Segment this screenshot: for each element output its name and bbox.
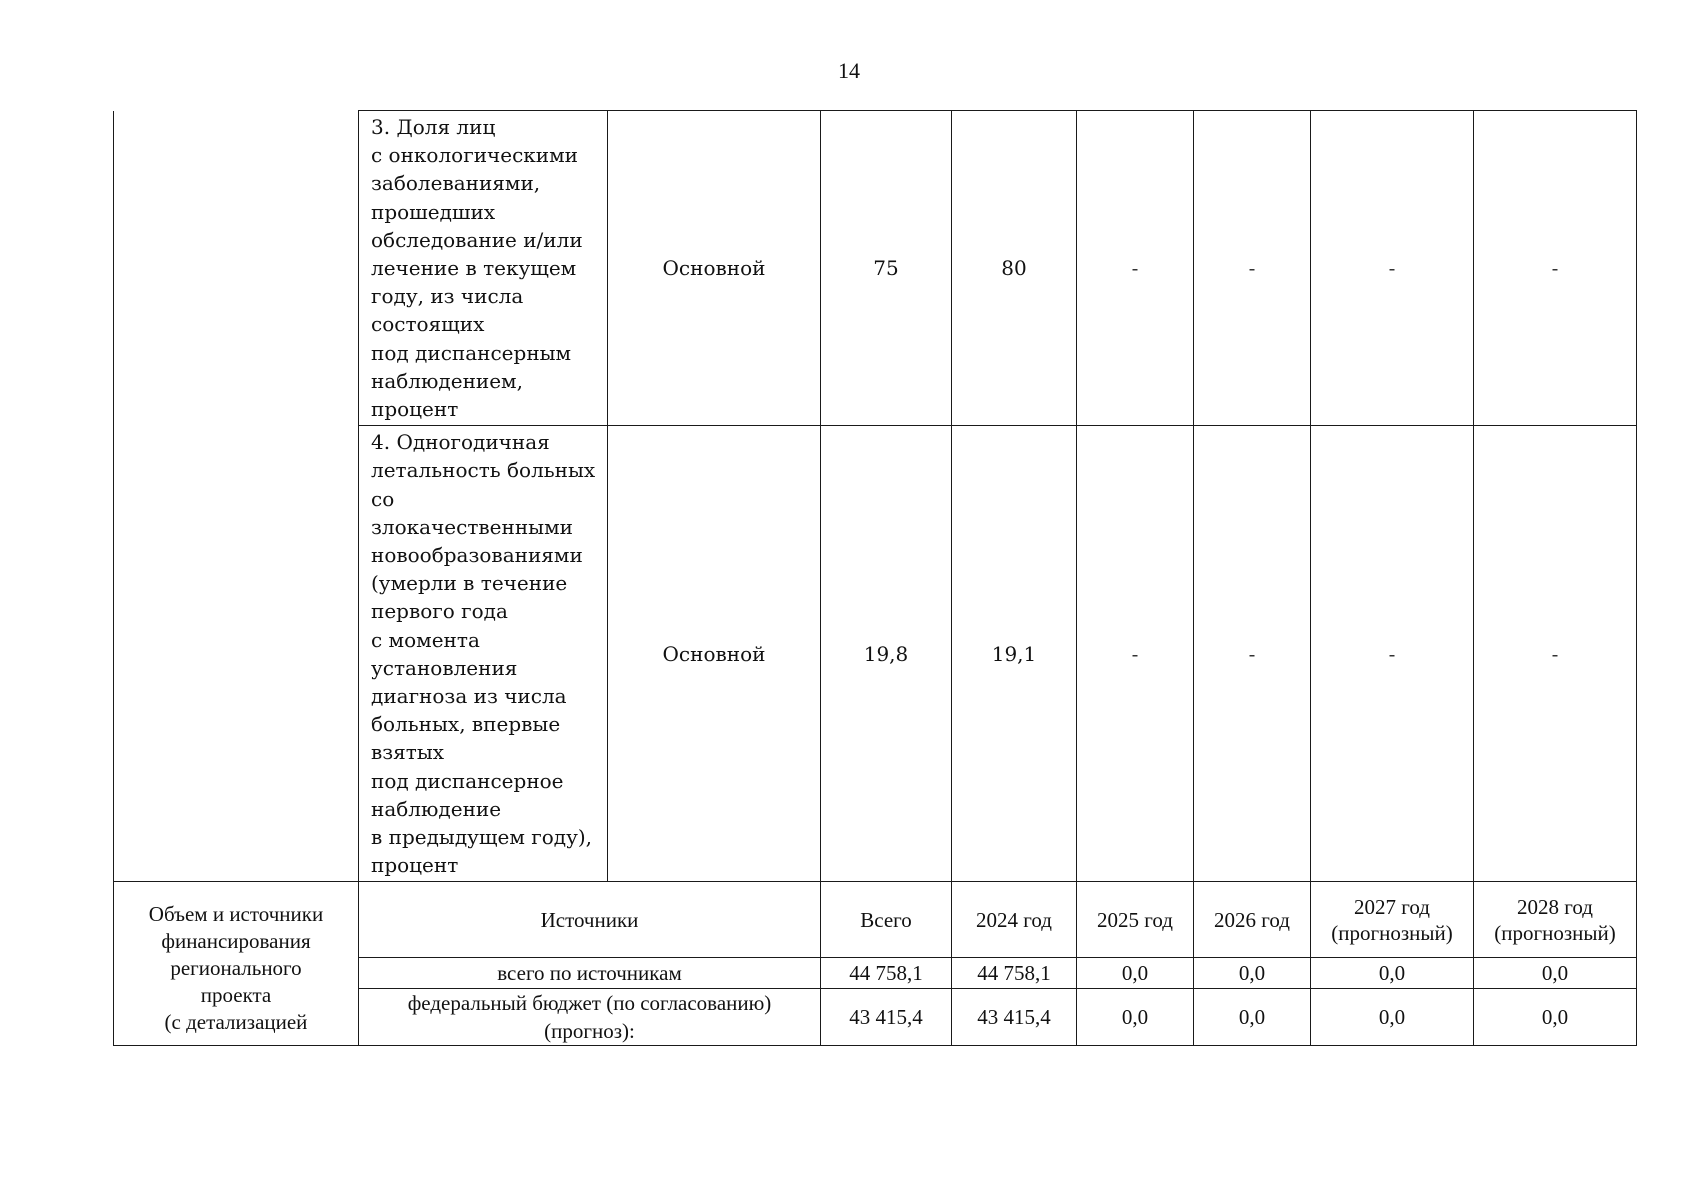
indicator-name-line: лечение в текущем [371, 256, 577, 281]
year-2024-header: 2024 год [952, 882, 1077, 958]
finance-label-line: регионального [170, 956, 302, 981]
finance-2024: 44 758,1 [952, 958, 1077, 989]
finance-source-line: (прогноз): [544, 1019, 635, 1044]
indicator-name-line: (умерли в течение [371, 571, 568, 596]
finance-label-line: Объем и источники [148, 902, 324, 927]
year-2025-header: 2025 год [1077, 882, 1194, 958]
year-2027-header [1311, 882, 1474, 958]
indicator-base-value: 75 [821, 111, 952, 426]
indicator-name-line: наблюдением, [371, 368, 523, 393]
indicator-name [359, 111, 608, 426]
indicator-name-line: взятых [371, 740, 445, 765]
indicator-name-line: под диспансерным [371, 340, 572, 365]
indicator-name-line: под диспансерное [371, 768, 564, 793]
finance-2027: 0,0 [1311, 958, 1474, 989]
indicator-name-line: со злокачественными [371, 486, 573, 539]
year-2026-header: 2026 год [1194, 882, 1311, 958]
indicator-name-line: в предыдущем году), [371, 825, 593, 850]
finance-total: 44 758,1 [821, 958, 952, 989]
total-header: Всего [821, 882, 952, 958]
indicator-value-2028: - [1474, 426, 1637, 882]
indicator-value-2024: 80 [952, 111, 1077, 426]
finance-label [114, 882, 359, 1046]
indicator-name-line: процент [371, 397, 459, 422]
indicator-row [114, 111, 1637, 426]
indicator-name-line: новообразованиями [371, 543, 583, 568]
indicator-name-line: первого года [371, 599, 508, 624]
finance-total: 43 415,4 [821, 989, 952, 1046]
finance-source-line: федеральный бюджет (по согласованию) [407, 991, 772, 1016]
indicator-value-2024: 19,1 [952, 426, 1077, 882]
indicator-name-line: летальность больных [371, 458, 596, 483]
finance-label-line: проекта [200, 983, 272, 1008]
finance-2027: 0,0 [1311, 989, 1474, 1046]
indicator-value-2028: - [1474, 111, 1637, 426]
indicator-name-line: прошедших [371, 199, 496, 224]
page-number: 14 [838, 58, 860, 83]
indicator-name [359, 426, 608, 882]
indicator-name-line: обследование и/или [371, 227, 583, 252]
finance-2028: 0,0 [1474, 958, 1637, 989]
finance-source: всего по источникам [359, 958, 821, 989]
finance-header-row [114, 882, 1637, 958]
empty-label-cell [114, 111, 359, 882]
finance-2025: 0,0 [1077, 989, 1194, 1046]
finance-label-line: (с детализацией [164, 1010, 308, 1035]
project-table [113, 110, 1637, 1046]
finance-source [359, 989, 821, 1046]
indicator-name-line: 4. Одногодичная [371, 430, 550, 455]
finance-2028: 0,0 [1474, 989, 1637, 1046]
finance-2026: 0,0 [1194, 958, 1311, 989]
indicator-level: Основной [608, 426, 821, 882]
indicator-base-value: 19,8 [821, 426, 952, 882]
year-2028-header [1474, 882, 1637, 958]
indicator-value-2026: - [1194, 111, 1311, 426]
indicator-level: Основной [608, 111, 821, 426]
indicator-name-line: 3. Доля лиц [371, 115, 496, 139]
finance-2025: 0,0 [1077, 958, 1194, 989]
indicator-name-line: процент [371, 853, 459, 878]
indicator-name-line: с момента [371, 627, 480, 652]
finance-2024: 43 415,4 [952, 989, 1077, 1046]
indicator-value-2025: - [1077, 426, 1194, 882]
indicator-value-2027: - [1311, 111, 1474, 426]
indicator-value-2027: - [1311, 426, 1474, 882]
indicator-name-line: наблюдение [371, 796, 502, 821]
indicator-name-line: состоящих [371, 312, 485, 337]
indicator-name-line: году, из числа [371, 284, 524, 309]
finance-label-line: финансирования [161, 929, 311, 954]
indicator-value-2025: - [1077, 111, 1194, 426]
indicator-name-line: больных, впервые [371, 712, 561, 737]
indicator-name-line: с онкологическими [371, 143, 579, 168]
year-2028-header-note: (прогнозный) [1494, 920, 1616, 945]
year-2027-header-line: 2027 год [1354, 894, 1430, 919]
sources-header: Источники [359, 882, 821, 958]
finance-2026: 0,0 [1194, 989, 1311, 1046]
year-2027-header-note: (прогнозный) [1331, 920, 1453, 945]
year-2028-header-line: 2028 год [1517, 894, 1593, 919]
indicator-name-line: диагноза из числа [371, 684, 567, 709]
indicator-value-2026: - [1194, 426, 1311, 882]
indicator-name-line: заболеваниями, [371, 171, 541, 196]
indicator-name-line: установления [371, 655, 518, 680]
